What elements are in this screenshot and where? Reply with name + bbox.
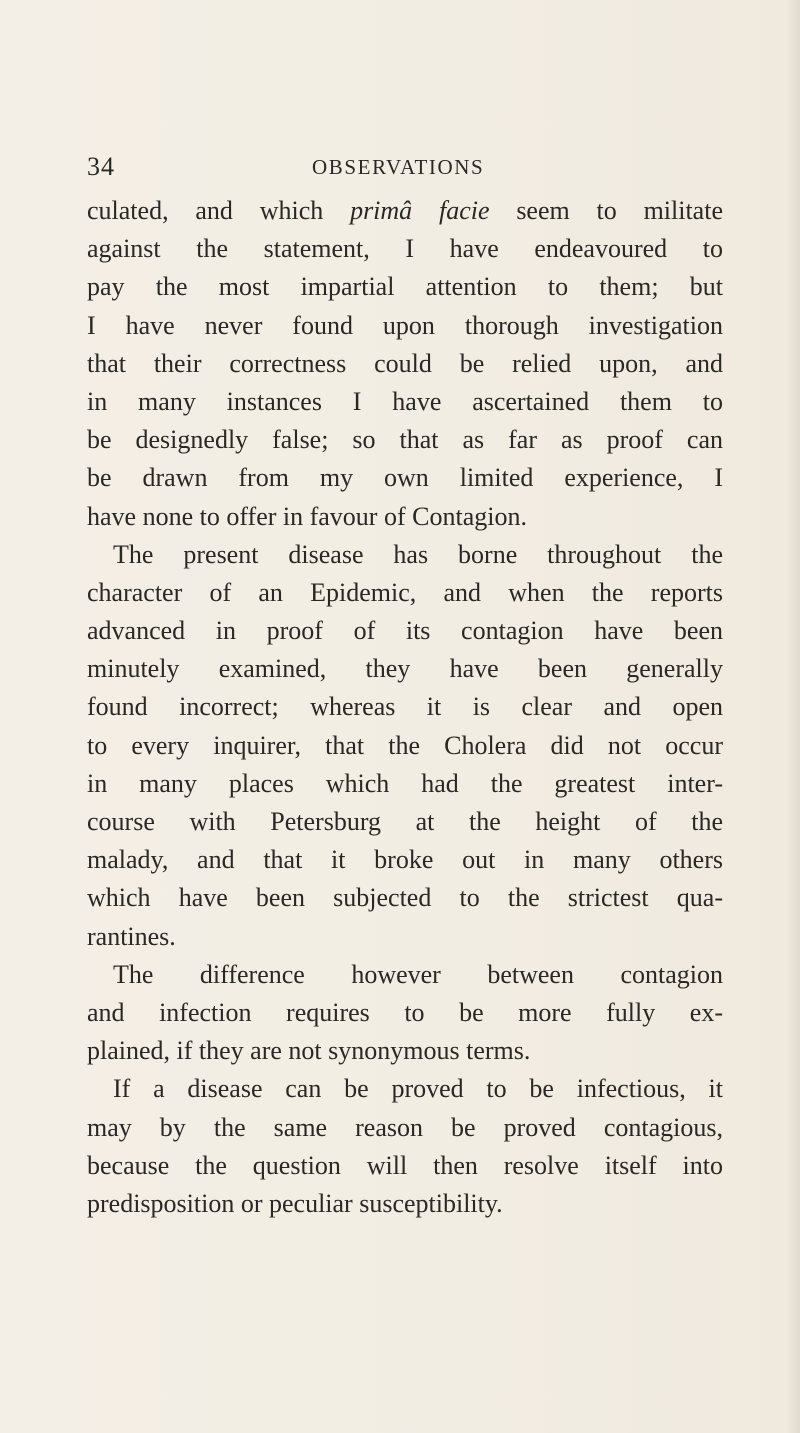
text-line: which have been subjected to the strictest qua- <box>87 883 723 913</box>
text-line: minutely examined, they have been generally <box>87 654 723 684</box>
text-line: because the question will then resolve itself into <box>87 1150 723 1180</box>
text-line: course with Petersburg at the height of the <box>87 807 723 836</box>
text-line: advanced in proof of its contagion have been <box>87 616 723 646</box>
text-line: pay the most impartial attention to them; but <box>87 272 723 302</box>
text-line-start: culated, and which <box>87 196 351 225</box>
page-header <box>0 147 800 187</box>
text-line: against the statement, I have endeavoured to <box>87 234 723 264</box>
text-line-end: seem to militate <box>489 196 723 225</box>
text-line: I have never found upon thorough investigation <box>87 310 723 340</box>
body-text <box>87 192 723 1223</box>
text-line: The present disease has borne throughout the <box>113 539 723 569</box>
text-line: predisposition or peculiar susceptibility. <box>87 1188 503 1218</box>
running-head: OBSERVATIONS <box>312 155 485 179</box>
text-line: If a disease can be proved to be infectious, it <box>113 1074 723 1104</box>
text-line: to every inquirer, that the Cholera did not occur <box>87 730 723 760</box>
text-line: rantines. <box>87 921 176 951</box>
text-line: malady, and that it broke out in many others <box>87 845 723 875</box>
text-line: that their correctness could be relied upon, and <box>87 348 723 378</box>
text-line: The difference however between contagion <box>113 959 723 989</box>
text-line: in many places which had the greatest inter- <box>87 768 723 798</box>
text-line: be designedly false; so that as far as proof can <box>87 425 723 455</box>
text-line: may by the same reason be proved contagious, <box>87 1112 723 1142</box>
text-line: have none to offer in favour of Contagion. <box>87 501 527 531</box>
page-edge-shadow <box>786 0 800 1433</box>
text-line <box>87 192 723 230</box>
text-line: and infection requires to be more fully ex- <box>87 997 723 1027</box>
text-line: plained, if they are not synonymous terms. <box>87 1036 531 1066</box>
page-number: 34 <box>87 152 115 181</box>
text-line: be drawn from my own limited experience, I <box>87 463 723 493</box>
italic-phrase: primâ facie <box>350 196 490 225</box>
text-line: found incorrect; whereas it is clear and open <box>87 692 723 722</box>
text-line: character of an Epidemic, and when the reports <box>87 577 723 607</box>
text-line: in many instances I have ascertained them to <box>87 386 723 416</box>
